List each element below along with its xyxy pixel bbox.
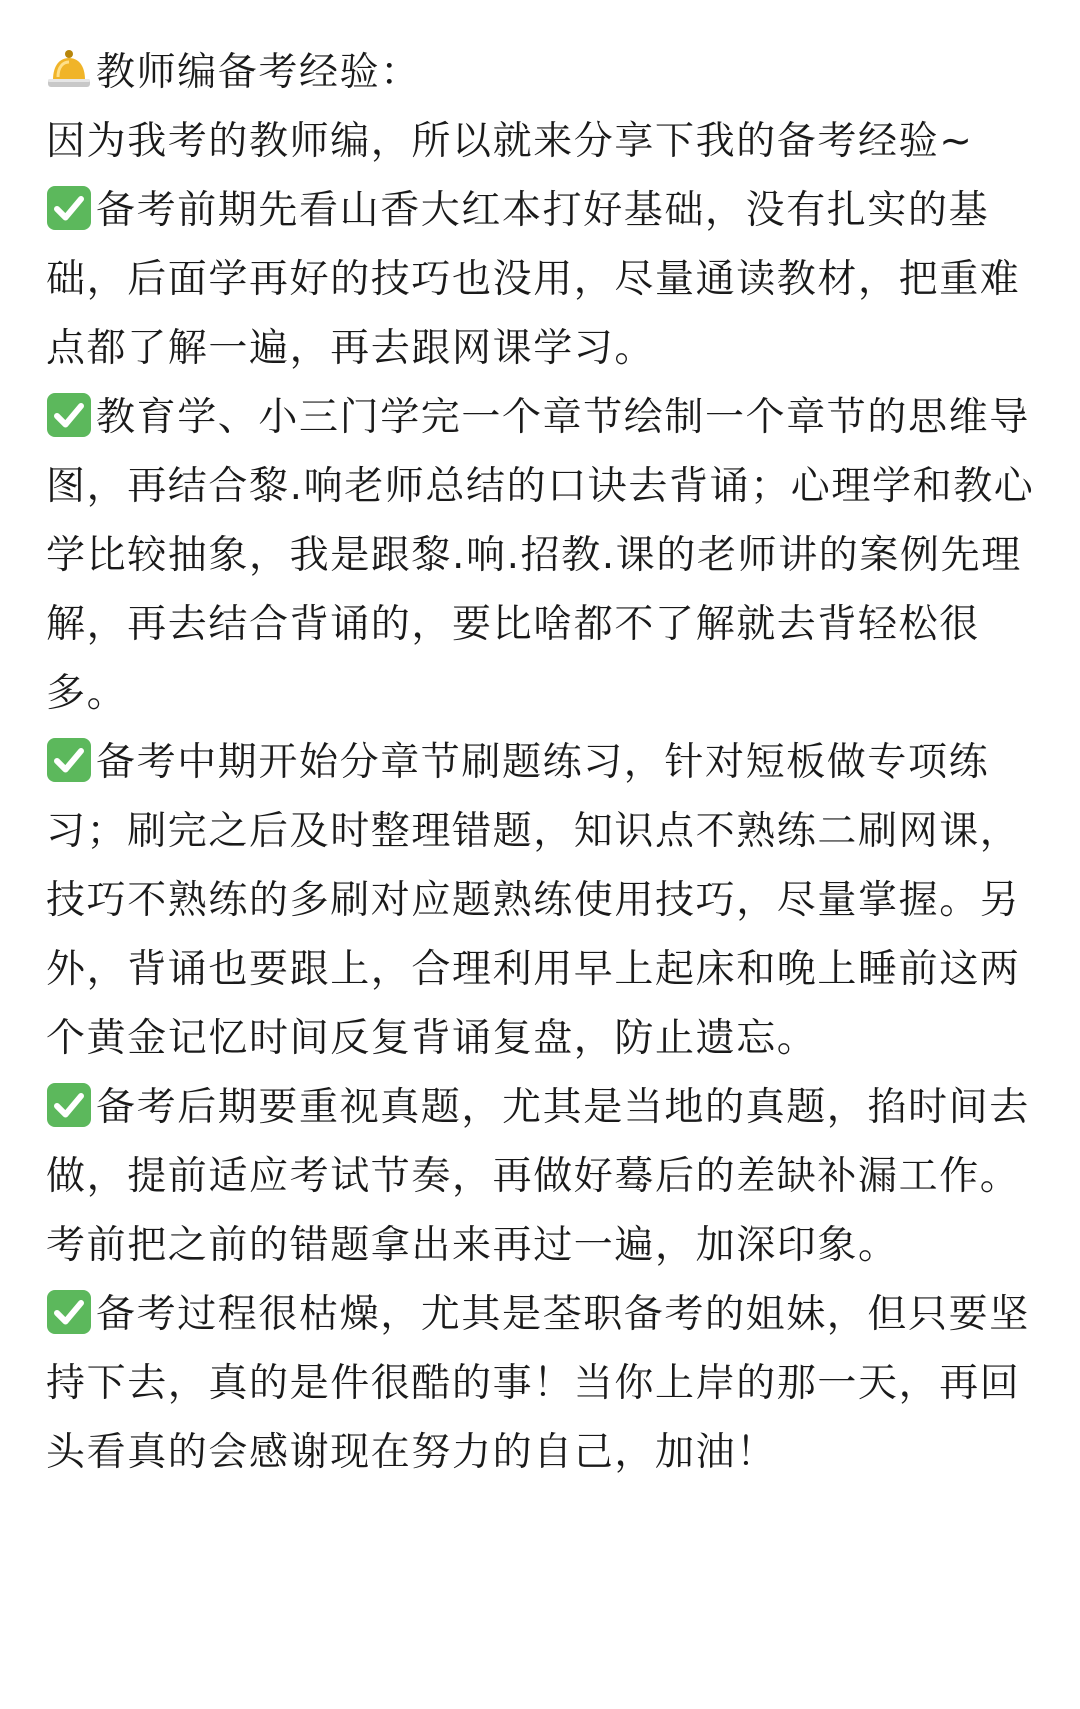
tip-paragraph — [46, 1073, 1036, 1280]
tip-text: 备考中期开始分章节刷题练习，针对短板做专项练习；刷完之后及时整理错题，知识点不熟练二刷网课，技巧不熟练的多刷对应题熟练使用技巧，尽量掌握。另外，背诵也要跟上，合理利用早上起床和晚上睡前这两个黄金记忆时间反复背诵复盘，防止遗忘。 — [46, 740, 1021, 1061]
tip-paragraph — [46, 728, 1036, 1073]
tip-paragraph — [46, 1280, 1036, 1487]
tip-text: 备考过程很枯燥，尤其是荃职备考的姐妹，但只要坚持下去，真的是件很酷的事！当你上岸的那一天，再回头看真的会感谢现在努力的自己，加油！ — [46, 1292, 1030, 1475]
check-mark-icon — [46, 1288, 92, 1334]
bell-icon — [46, 44, 92, 88]
tip-text: 备考后期要重视真题，尤其是当地的真题，掐时间去做，提前适应考试节奏，再做好蓦后的差缺补漏工作。考前把之前的错题拿出来再过一遍，加深印象。 — [46, 1085, 1030, 1268]
check-mark-icon — [46, 391, 92, 437]
intro-text: 因为我考的教师编，所以就来分享下我的备考经验~ — [46, 119, 974, 164]
tip-paragraph — [46, 383, 1036, 728]
tip-text: 备考前期先看山香大红本打好基础，没有扎实的基础，后面学再好的技巧也没用，尽量通读教材，把重难点都了解一遍，再去跟网课学习。 — [46, 188, 1021, 371]
heading-text: 教师编备考经验： — [96, 50, 421, 95]
check-mark-icon — [46, 1081, 92, 1127]
tip-text: 教育学、小三门学完一个章节绘制一个章节的思维导图，再结合黎.响老师总结的口诀去背诵；心理学和教心学比较抽象，我是跟黎.响.招教.课的老师讲的案例先理解，再去结合背诵的，要比啥都不了解就去背轻松很多。 — [46, 395, 1035, 716]
check-mark-icon — [46, 736, 92, 782]
tip-paragraph — [46, 176, 1036, 383]
paragraph-list — [46, 176, 1036, 1487]
check-mark-icon — [46, 184, 92, 230]
post-heading — [46, 38, 1036, 107]
